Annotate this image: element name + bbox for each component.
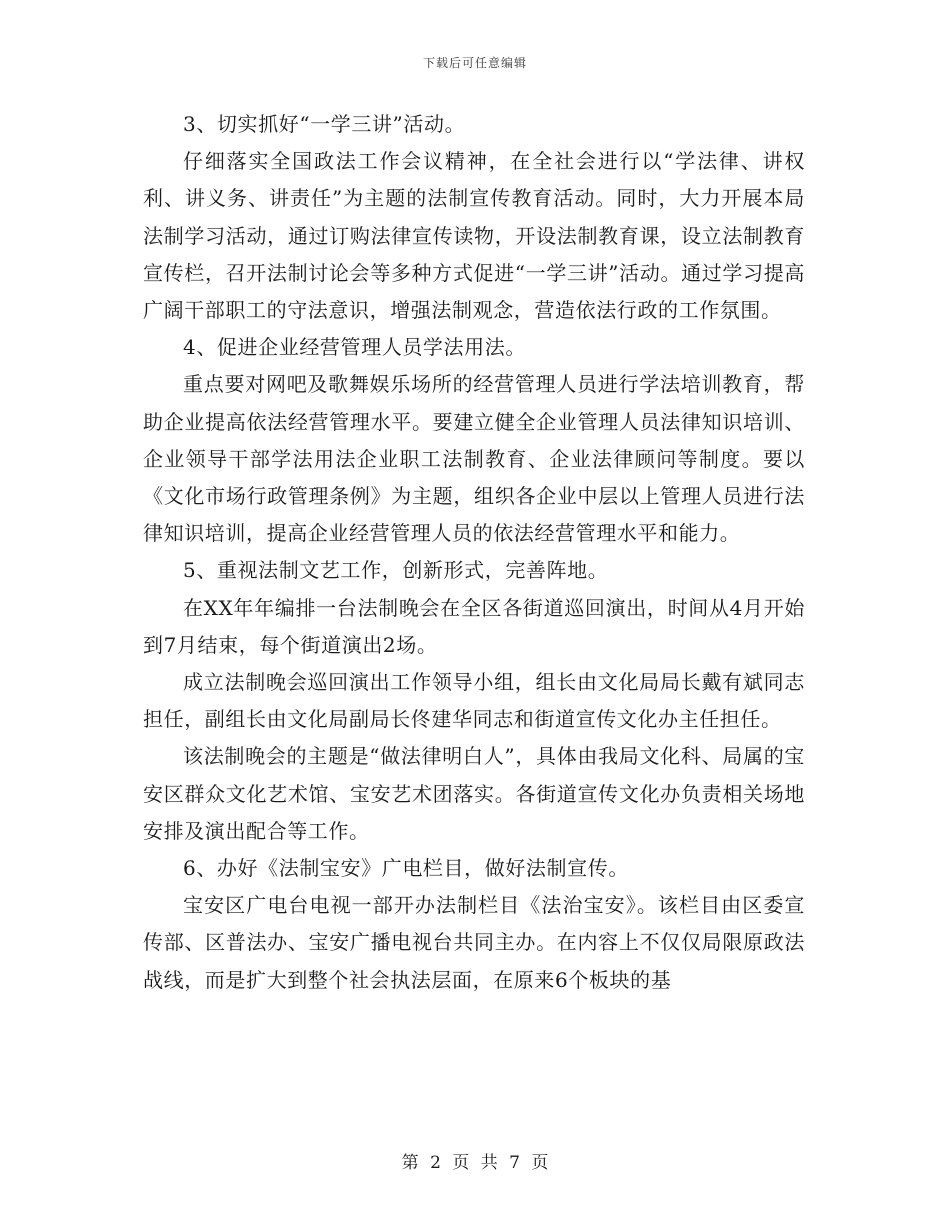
- heading-4: 4、促进企业经营管理人员学法用法。: [183, 335, 526, 360]
- paragraph: 仔细落实全国政法工作会议精神，在全社会进行以“学法律、讲权利、讲义务、讲责任”为主题的法制宣传教育活动。同时，大力开展本局法制学习活动，通过订购法律宣传读物，开设法制教育课，设立法制教育宣传栏，召开法制讨论会等多种方式促进“一学三讲”活动。通过学习提高广阔干部职工的守法意识，增强法制观念，营造依法行政的工作氛围。: [143, 149, 805, 323]
- paragraph: 在XX年年编排一台法制晚会在全区各街道巡回演出，时间从4月开始到7月结束，每个街道演出2场。: [143, 595, 805, 657]
- document-body: [143, 106, 805, 999]
- heading-3: 3、切实抓好“一学三讲”活动。: [183, 112, 466, 136]
- paragraph: 成立法制晚会巡回演出工作领导小组，组长由文化局局长戴有斌同志担任，副组长由文化局副局长佟建华同志和街道宣传文化办主任担任。: [143, 670, 805, 732]
- heading-6: 6、办好《法制宝安》广电栏目，做好法制宣传。: [183, 856, 629, 881]
- paragraph: 重点要对网吧及歌舞娱乐场所的经营管理人员进行学法培训教育，帮助企业提高依法经营管理水平。要建立健全企业管理人员法律知识培训、企业领导干部学法用法企业职工法制教育、企业法律顾问等制度。要以《文化市场行政管理条例》为主题，组织各企业中层以上管理人员进行法律知识培训，提高企业经营管理人员的依法经营管理水平和能力。: [143, 372, 805, 546]
- page-number-footer: 第 2 页 共 7 页: [401, 1153, 549, 1173]
- header-note: 下载后可任意编辑: [422, 56, 527, 70]
- paragraph: 宝安区广电台电视一部开办法制栏目《法治宝安》。该栏目由区委宣传部、区普法办、宝安广播电视台共同主办。在内容上不仅仅局限原政法战线，而是扩大到整个社会执法层面，在原来6个板块的基: [143, 893, 805, 992]
- paragraph: 该法制晚会的主题是“做法律明白人”，具体由我局文化科、局属的宝安区群众文化艺术馆、宝安艺术团落实。各街道宣传文化办负责相关场地安排及演出配合等工作。: [143, 744, 805, 843]
- heading-5: 5、重视法制文艺工作，创新形式，完善阵地。: [183, 558, 609, 583]
